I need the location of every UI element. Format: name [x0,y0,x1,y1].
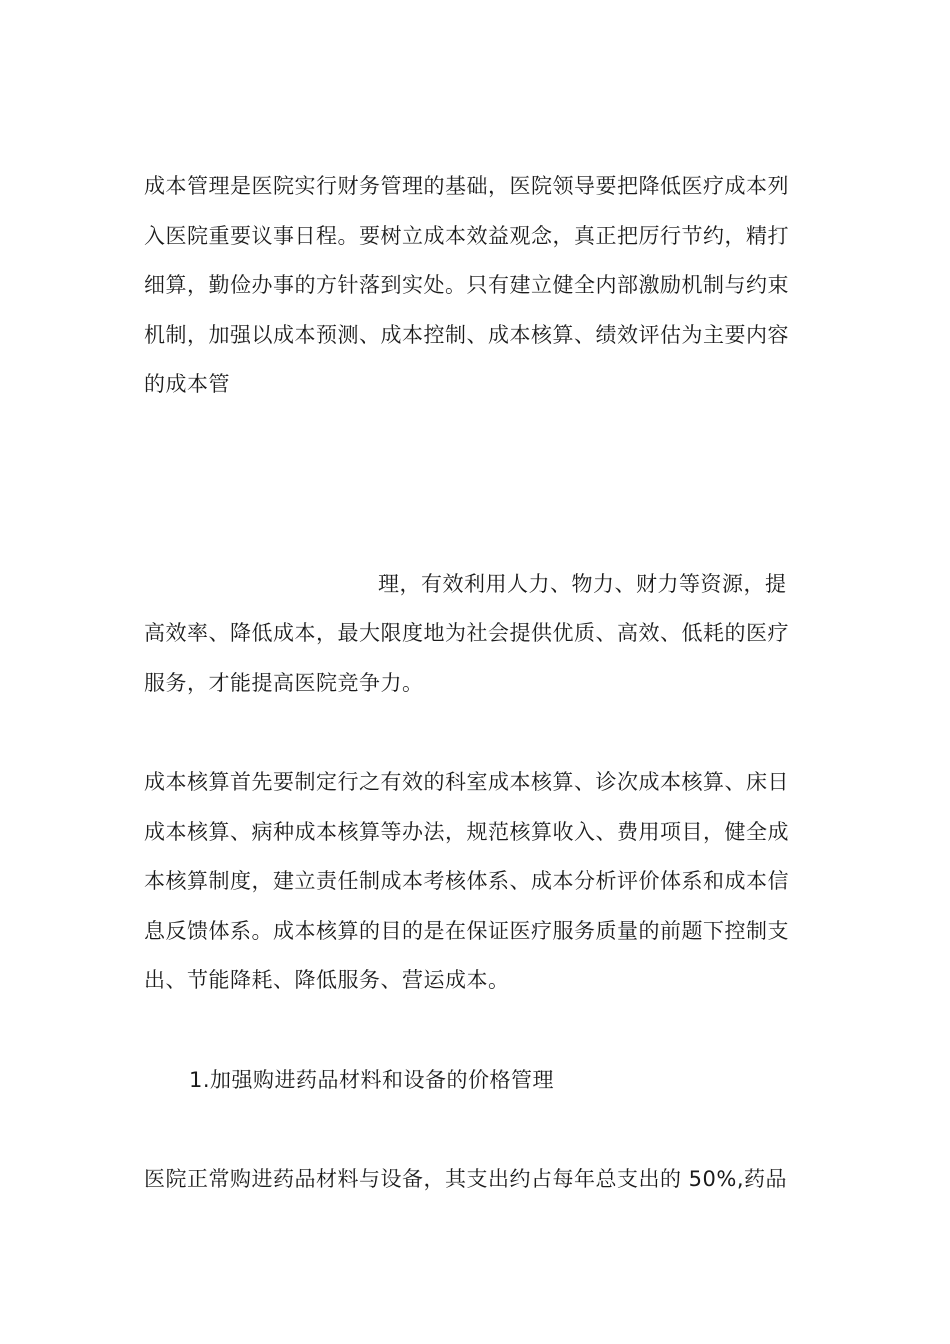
paragraph-2-line-1: 理，有效利用人力、物力、财力等资源，提 [378,572,787,596]
paragraph-2-line-2: 高效率、降低成本，最大限度地为社会提供优质、高效、低耗的医疗 [144,621,789,645]
paragraph-3-line-5: 出、节能降耗、降低服务、营运成本。 [144,968,510,992]
paragraph-3-line-1: 成本核算首先要制定行之有效的科室成本核算、诊次成本核算、床日 [144,770,789,794]
section-heading: 1.加强购进药品材料和设备的价格管理 [189,1068,555,1092]
paragraph-2-line-3: 服务，才能提高医院竞争力。 [144,671,424,695]
paragraph-1-line-1: 成本管理是医院实行财务管理的基础，医院领导要把降低医疗成本列 [144,174,789,198]
paragraph-5-line-1: 医院正常购进药品材料与设备，其支出约占每年总支出的 50%,药品 [144,1167,788,1191]
paragraph-1-line-5: 的成本管 [144,372,230,396]
paragraph-3-line-2: 成本核算、病种成本核算等办法，规范核算收入、费用项目，健全成 [144,820,789,844]
paragraph-1-line-3: 细算，勤俭办事的方针落到实处。只有建立健全内部激励机制与约束 [144,273,789,297]
paragraph-3-line-3: 本核算制度，建立责任制成本考核体系、成本分析评价体系和成本信 [144,869,789,893]
paragraph-1-line-2: 入医院重要议事日程。要树立成本效益观念，真正把厉行节约，精打 [144,224,789,248]
paragraph-3-line-4: 息反馈体系。成本核算的目的是在保证医疗服务质量的前题下控制支 [144,919,789,943]
paragraph-1-line-4: 机制，加强以成本预测、成本控制、成本核算、绩效评估为主要内容 [144,323,789,347]
